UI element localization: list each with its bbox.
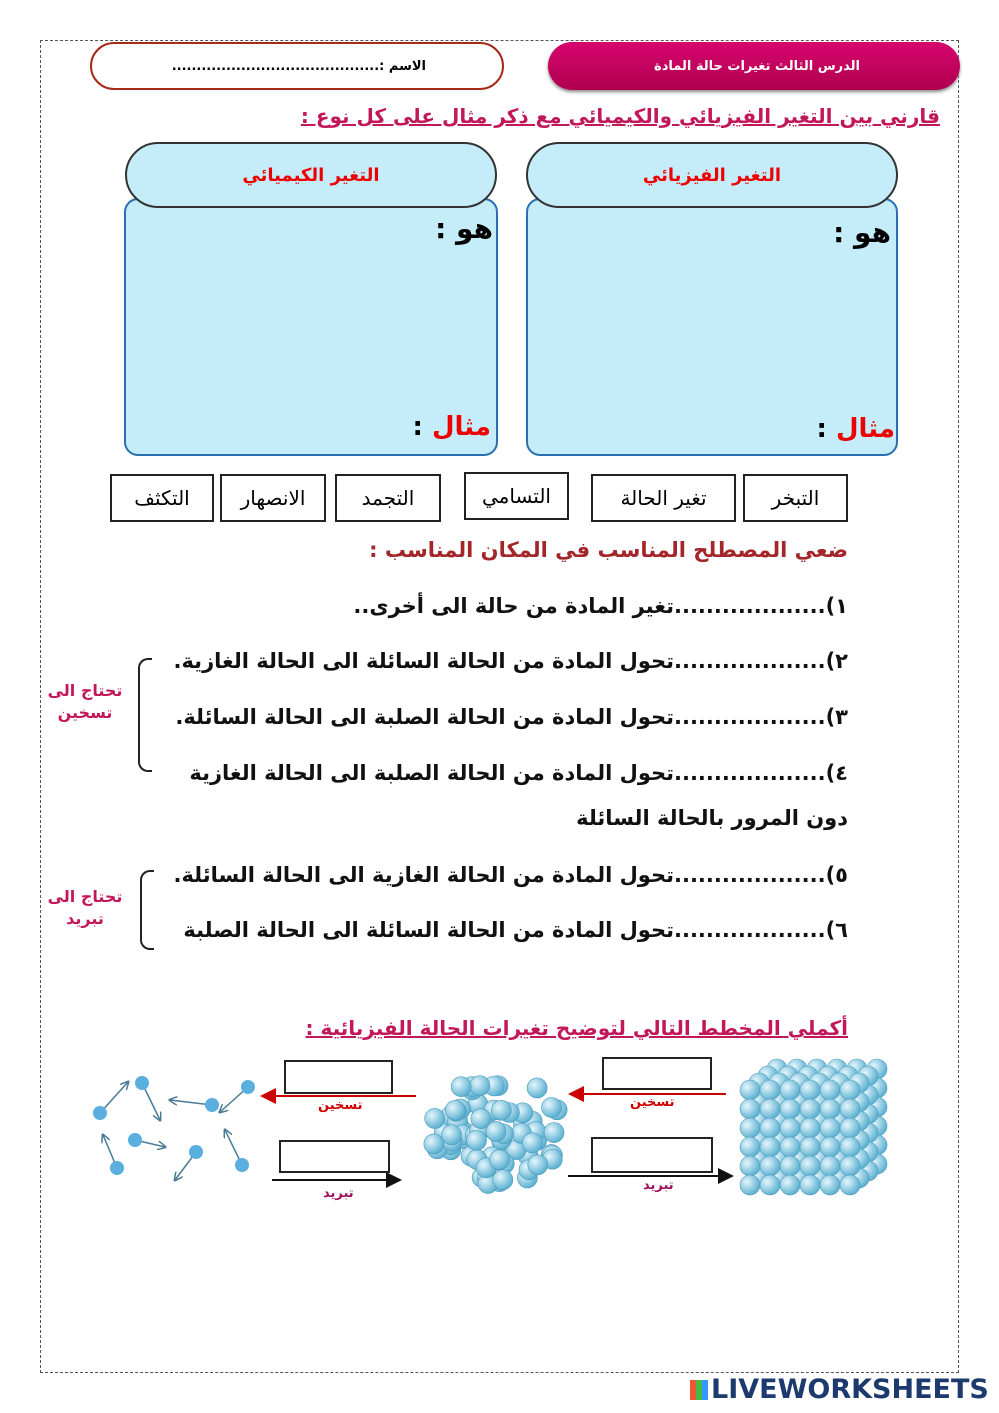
liquid-particle (522, 1133, 542, 1153)
solid-particle (840, 1156, 860, 1176)
solid-particle (800, 1175, 820, 1195)
answer-box-gas-to-liquid[interactable] (279, 1140, 390, 1173)
solid-particle (760, 1118, 780, 1138)
gas-particle (235, 1158, 249, 1172)
solid-particle (800, 1137, 820, 1157)
item-5: ٥)...................تحول المادة من الحالة الغازية الى الحالة السائلة. (173, 863, 848, 887)
states-diagram (0, 1050, 999, 1210)
liquid-particle (493, 1170, 513, 1190)
liquid-particle (425, 1108, 445, 1128)
gas-particle (135, 1076, 149, 1090)
physical-is-label: هو : (833, 216, 891, 249)
gas-particle (205, 1098, 219, 1112)
item-4-continued: دون المرور بالحالة السائلة (576, 806, 848, 830)
gas-particle (93, 1106, 107, 1120)
solid-particle (780, 1175, 800, 1195)
solid-particle (760, 1137, 780, 1157)
solid-particle (800, 1080, 820, 1100)
item-1: ١)...................تغير المادة من حالة الى أخرى.. (353, 594, 848, 618)
solid-particle (820, 1175, 840, 1195)
solid-particle (780, 1118, 800, 1138)
answer-box-liquid-to-gas[interactable] (284, 1060, 393, 1094)
item-4: ٤)...................تحول المادة من الحالة الصلبة الى الحالة الغازية (189, 761, 848, 785)
word-condensation[interactable]: التكثف (110, 474, 214, 522)
chemical-header: التغير الكيميائي (125, 142, 497, 208)
liquid-particle (542, 1097, 562, 1117)
solid-particle (840, 1137, 860, 1157)
item-3: ٣)...................تحول المادة من الحالة الصلبة الى الحالة السائلة. (175, 705, 848, 729)
liquid-particle (471, 1109, 491, 1129)
fill-heading: ضعي المصطلح المناسب في المكان المناسب : (369, 538, 848, 562)
compare-heading: قارني بين التغير الفيزيائي والكيميائي مع ذكر مثال على كل نوع : (300, 104, 940, 128)
name-field[interactable]: الاسم :.......................................... (90, 42, 504, 90)
liquid-particle (442, 1125, 462, 1145)
solid-particle (840, 1118, 860, 1138)
liquid-particle (424, 1134, 444, 1154)
cool-label-2: تبريد (323, 1186, 354, 1201)
solid-particle (840, 1080, 860, 1100)
liquid-particle (467, 1130, 487, 1150)
liquid-particles (424, 1076, 567, 1194)
item-6: ٦)...................تحول المادة من الحالة السائلة الى الحالة الصلبة (183, 918, 848, 942)
solid-particles (740, 1059, 887, 1195)
liquid-particle (445, 1100, 465, 1120)
liquid-particle (491, 1100, 511, 1120)
gas-particle (189, 1145, 203, 1159)
liquid-particle (470, 1076, 490, 1096)
solid-particle (820, 1099, 840, 1119)
solid-particle (780, 1080, 800, 1100)
solid-particle (840, 1175, 860, 1195)
liquid-particle (528, 1155, 548, 1175)
cooling-note: تحتاج الى تبريد (47, 887, 123, 928)
solid-particle (760, 1175, 780, 1195)
solid-particle (800, 1156, 820, 1176)
physical-example-label: مثال : (816, 414, 895, 444)
solid-particle (820, 1080, 840, 1100)
lesson-title: الدرس الثالث تغيرات حالة المادة (548, 42, 960, 90)
word-evaporation[interactable]: التبخر (743, 474, 848, 522)
heat-label-1: تسخين (630, 1095, 675, 1110)
gas-particles (93, 1076, 255, 1180)
solid-particle (800, 1118, 820, 1138)
solid-particle (760, 1080, 780, 1100)
liquid-particle (527, 1078, 547, 1098)
answer-box-solid-to-liquid[interactable] (602, 1057, 712, 1090)
liquid-particle (451, 1077, 471, 1097)
logo-icon (690, 1380, 708, 1400)
cooling-brace (140, 870, 154, 950)
chemical-example-label: مثال : (412, 412, 491, 442)
diagram-heading: أكملي المخطط التالي لتوضيح تغيرات الحالة الفيزيائية : (305, 1016, 848, 1040)
solid-particle (800, 1099, 820, 1119)
solid-particle (740, 1137, 760, 1157)
item-2: ٢)...................تحول المادة من الحالة السائلة الى الحالة الغازية. (173, 649, 848, 673)
answer-box-liquid-to-solid[interactable] (591, 1137, 713, 1173)
heat-label-2: تسخين (318, 1098, 363, 1113)
solid-particle (760, 1099, 780, 1119)
solid-particle (820, 1156, 840, 1176)
word-sublimation[interactable]: التسامي (464, 472, 569, 520)
solid-particle (740, 1080, 760, 1100)
solid-particle (740, 1118, 760, 1138)
solid-particle (740, 1175, 760, 1195)
solid-particle (840, 1099, 860, 1119)
gas-particle (128, 1133, 142, 1147)
solid-particle (820, 1137, 840, 1157)
solid-particle (780, 1156, 800, 1176)
word-freezing[interactable]: التجمد (335, 474, 441, 522)
word-melting[interactable]: الانصهار (220, 474, 326, 522)
gas-particle (110, 1161, 124, 1175)
solid-particle (820, 1118, 840, 1138)
liquid-particle (544, 1123, 564, 1143)
cool-label-1: تبريد (643, 1178, 674, 1193)
heating-note: تحتاج الى تسخين (47, 681, 123, 722)
liveworksheets-logo: LIVEWORKSHEETS (690, 1374, 989, 1405)
solid-particle (780, 1137, 800, 1157)
liquid-particle (490, 1150, 510, 1170)
solid-particle (760, 1156, 780, 1176)
heating-brace (138, 658, 152, 772)
solid-particle (740, 1156, 760, 1176)
gas-particle (241, 1080, 255, 1094)
physical-header: التغير الفيزيائي (526, 142, 898, 208)
solid-particle (740, 1099, 760, 1119)
chemical-is-label: هو : (435, 212, 493, 245)
word-change-of-state[interactable]: تغير الحالة (591, 474, 736, 522)
solid-particle (780, 1099, 800, 1119)
